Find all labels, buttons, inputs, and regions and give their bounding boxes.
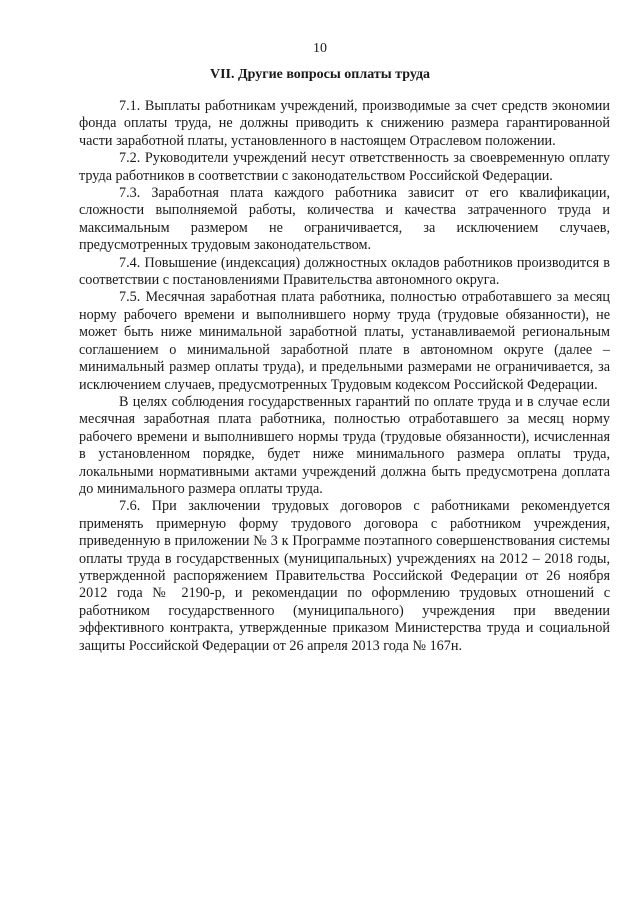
paragraph-7-2: 7.2. Руководители учреждений несут ответственность за своевременную оплату труда работников в соответствии с законодательством Российской Федерации. — [79, 150, 610, 184]
paragraph-7-1: 7.1. Выплаты работникам учреждений, производимые за счет средств экономии фонда оплаты труда, не должны приводить к снижению размера гарантированной части заработной платы, установленного в настоящем Отраслевом положении. — [79, 98, 610, 149]
paragraph-7-6: 7.6. При заключении трудовых договоров с работниками рекомендуется применять примерную форму трудового договора с работником учреждения, приведенную в приложении № 3 к Программе поэтапного совершенствования системы оплаты труда в государственных (муниципальных) учреждениях на 2012 – 2018 годы, утвержденной распоряжением Правительства Российской Федерации от 26 ноября 2012 года № 2190-р, и рекомендации по оформлению трудовых отношений с работником государственного (муниципального) учреждения при введении эффективного контракта, утвержденные приказом Министерства труда и социальной защиты Российской Федерации от 26 апреля 2013 года № 167н. — [79, 498, 610, 654]
paragraph-7-5-continued: В целях соблюдения государственных гарантий по оплате труда и в случае если месячная заработная плата работника, полностью отработавшего за месяц норму рабочего времени и выполнившего нормы труда (трудовые обязанности), исчисленная в установленном порядке, будет ниже минимального размера оплаты труда, локальными нормативными актами учреждений должна быть предусмотрена доплата до минимального размера оплаты труда. — [79, 393, 610, 497]
paragraph-7-5: 7.5. Месячная заработная плата работника, полностью отработавшего за месяц норму рабочего времени и выполнившего норму труда (трудовые обязанности), не может быть ниже минимальной заработной платы, устанавливаемой региональным соглашением о минимальной заработной плате в автономном округе (далее – минимальный размер оплаты труда), и предельными размерами не ограничивается, за исключением случаев, предусмотренных Трудовым кодексом Российской Федерации. — [79, 289, 610, 393]
section-title: VII. Другие вопросы оплаты труда — [209, 67, 431, 82]
paragraph-7-3: 7.3. Заработная плата каждого работника зависит от его квалификации, сложности выполняемой работы, количества и качества затраченного труда и максимальным размером не ограничивается, за исключением случаев, предусмотренных трудовым законодательством. — [79, 185, 610, 254]
page-number: 10 — [313, 41, 327, 56]
paragraph-7-4: 7.4. Повышение (индексация) должностных окладов работников производится в соответствии с постановлениями Правительства автономного округа. — [79, 254, 610, 289]
section-body — [79, 98, 610, 655]
